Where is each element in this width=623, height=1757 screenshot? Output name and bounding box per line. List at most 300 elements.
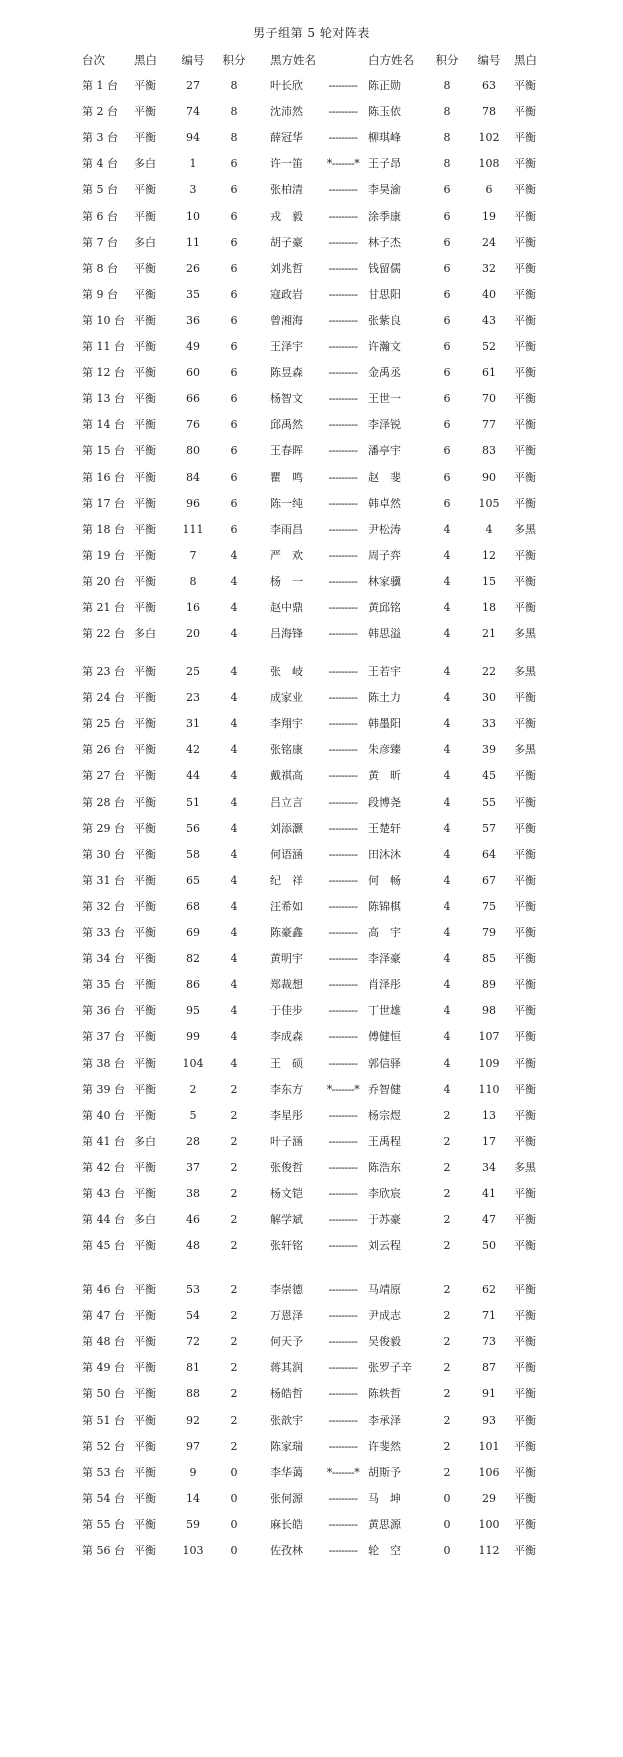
table-row xyxy=(0,662,623,682)
table-row xyxy=(0,819,623,839)
black-name: 张歆宇 xyxy=(270,1414,303,1427)
color-balance-black: 平衡 xyxy=(134,497,156,510)
white-name: 韩卓然 xyxy=(368,497,401,510)
black-id: 25 xyxy=(186,665,200,678)
color-balance-white: 平衡 xyxy=(514,131,536,144)
black-id: 7 xyxy=(189,549,197,562)
table-row xyxy=(0,1411,623,1431)
table-row xyxy=(0,546,623,566)
black-id: 36 xyxy=(186,314,200,327)
black-name: 许一笛 xyxy=(270,157,303,170)
pairing-separator: --------- xyxy=(328,1414,358,1427)
black-score: 6 xyxy=(230,210,238,223)
white-id: 77 xyxy=(482,418,496,431)
black-score: 6 xyxy=(230,497,238,510)
board-number: 第 27 台 xyxy=(82,769,125,782)
black-name: 黄明宇 xyxy=(270,952,303,965)
black-id: 92 xyxy=(186,1414,200,1427)
board-number: 第 2 台 xyxy=(82,105,118,118)
color-balance-white: 平衡 xyxy=(514,848,536,861)
color-balance-white: 平衡 xyxy=(514,1187,536,1200)
black-score: 4 xyxy=(230,952,238,965)
black-name: 郑裁想 xyxy=(270,978,303,991)
white-id: 91 xyxy=(482,1387,496,1400)
white-score: 6 xyxy=(443,444,451,457)
black-id: 111 xyxy=(182,523,204,536)
color-balance-black: 平衡 xyxy=(134,262,156,275)
white-score: 2 xyxy=(443,1466,451,1479)
color-balance-white: 平衡 xyxy=(514,1440,536,1453)
color-balance-black: 平衡 xyxy=(134,471,156,484)
table-row xyxy=(0,1132,623,1152)
color-balance-black: 平衡 xyxy=(134,183,156,196)
color-balance-black: 平衡 xyxy=(134,601,156,614)
color-balance-white: 平衡 xyxy=(514,1518,536,1531)
black-score: 4 xyxy=(230,978,238,991)
white-name: 陈轶哲 xyxy=(368,1387,401,1400)
black-score: 0 xyxy=(230,1492,238,1505)
black-score: 4 xyxy=(230,769,238,782)
black-score: 0 xyxy=(230,1518,238,1531)
white-id: 83 xyxy=(482,444,496,457)
board-number: 第 38 台 xyxy=(82,1057,125,1070)
white-score: 4 xyxy=(443,978,451,991)
black-name: 李星彤 xyxy=(270,1109,303,1122)
table-row xyxy=(0,1080,623,1100)
black-name: 邱禹然 xyxy=(270,418,303,431)
table-row xyxy=(0,793,623,813)
black-score: 6 xyxy=(230,366,238,379)
black-id: 37 xyxy=(186,1161,200,1174)
board-number: 第 1 台 xyxy=(82,79,118,92)
table-row xyxy=(0,415,623,435)
white-id: 75 xyxy=(482,900,496,913)
color-balance-black: 平衡 xyxy=(134,822,156,835)
white-id: 32 xyxy=(482,262,496,275)
color-balance-black: 平衡 xyxy=(134,874,156,887)
white-id: 52 xyxy=(482,340,496,353)
black-score: 2 xyxy=(230,1135,238,1148)
white-name: 林子杰 xyxy=(368,236,401,249)
black-score: 2 xyxy=(230,1309,238,1322)
color-balance-white: 平衡 xyxy=(514,183,536,196)
white-name: 许斐然 xyxy=(368,1440,401,1453)
black-score: 4 xyxy=(230,848,238,861)
black-id: 53 xyxy=(186,1283,200,1296)
black-name: 戴祺高 xyxy=(270,769,303,782)
pairing-separator: --------- xyxy=(328,418,358,431)
pairing-separator: --------- xyxy=(328,796,358,809)
header-color-balance-black: 黑白 xyxy=(134,53,157,67)
table-row xyxy=(0,128,623,148)
white-name: 朱彦臻 xyxy=(368,743,401,756)
white-score: 2 xyxy=(443,1283,451,1296)
white-id: 62 xyxy=(482,1283,496,1296)
pairing-separator: --------- xyxy=(328,1239,358,1252)
white-name: 乔智健 xyxy=(368,1083,401,1096)
white-score: 4 xyxy=(443,900,451,913)
white-name: 韩墨阳 xyxy=(368,717,401,730)
table-row xyxy=(0,1106,623,1126)
color-balance-black: 多白 xyxy=(134,1135,156,1148)
black-score: 2 xyxy=(230,1440,238,1453)
color-balance-black: 平衡 xyxy=(134,1283,156,1296)
table-row xyxy=(0,1184,623,1204)
pairing-separator: --------- xyxy=(328,1361,358,1374)
pairing-separator: --------- xyxy=(328,822,358,835)
board-number: 第 35 台 xyxy=(82,978,125,991)
black-name: 于佳步 xyxy=(270,1004,303,1017)
white-score: 4 xyxy=(443,1057,451,1070)
table-row xyxy=(0,1541,623,1561)
table-row xyxy=(0,714,623,734)
black-score: 6 xyxy=(230,418,238,431)
color-balance-white: 多黑 xyxy=(514,523,536,536)
table-row xyxy=(0,871,623,891)
white-score: 4 xyxy=(443,874,451,887)
color-balance-white: 多黑 xyxy=(514,627,536,640)
white-name: 陈土力 xyxy=(368,691,401,704)
pairing-separator: --------- xyxy=(328,1283,358,1296)
white-name: 马靖原 xyxy=(368,1283,401,1296)
white-score: 6 xyxy=(443,497,451,510)
white-name: 赵 斐 xyxy=(368,471,401,484)
black-name: 成家业 xyxy=(270,691,303,704)
table-row xyxy=(0,363,623,383)
pairing-separator: --------- xyxy=(328,392,358,405)
black-score: 2 xyxy=(230,1414,238,1427)
white-name: 王若宇 xyxy=(368,665,401,678)
white-id: 105 xyxy=(478,497,500,510)
table-row xyxy=(0,337,623,357)
white-name: 马 坤 xyxy=(368,1492,401,1505)
color-balance-white: 平衡 xyxy=(514,952,536,965)
board-number: 第 33 台 xyxy=(82,926,125,939)
board-number: 第 7 台 xyxy=(82,236,118,249)
black-name: 张 岐 xyxy=(270,665,303,678)
black-score: 8 xyxy=(230,79,238,92)
black-score: 4 xyxy=(230,1030,238,1043)
black-id: 97 xyxy=(186,1440,200,1453)
board-number: 第 4 台 xyxy=(82,157,118,170)
table-row xyxy=(0,949,623,969)
black-name: 李翔宇 xyxy=(270,717,303,730)
black-score: 6 xyxy=(230,523,238,536)
black-score: 6 xyxy=(230,392,238,405)
white-name: 李泽锐 xyxy=(368,418,401,431)
color-balance-black: 平衡 xyxy=(134,1361,156,1374)
pairing-separator: --------- xyxy=(328,900,358,913)
color-balance-white: 平衡 xyxy=(514,549,536,562)
table-row xyxy=(0,207,623,227)
black-id: 8 xyxy=(189,575,197,588)
white-id: 89 xyxy=(482,978,496,991)
color-balance-black: 平衡 xyxy=(134,1387,156,1400)
color-balance-black: 多白 xyxy=(134,157,156,170)
black-name: 沈沛然 xyxy=(270,105,303,118)
black-name: 吕立言 xyxy=(270,796,303,809)
white-name: 刘云程 xyxy=(368,1239,401,1252)
pairing-separator: *-------* xyxy=(326,1466,360,1479)
table-header-row xyxy=(0,50,623,70)
pairing-separator: --------- xyxy=(328,601,358,614)
white-score: 6 xyxy=(443,288,451,301)
color-balance-white: 平衡 xyxy=(514,796,536,809)
color-balance-white: 平衡 xyxy=(514,1466,536,1479)
board-number: 第 44 台 xyxy=(82,1213,125,1226)
color-balance-black: 平衡 xyxy=(134,926,156,939)
white-name: 王世一 xyxy=(368,392,401,405)
pairing-separator: --------- xyxy=(328,523,358,536)
color-balance-black: 平衡 xyxy=(134,1518,156,1531)
black-score: 4 xyxy=(230,874,238,887)
black-id: 96 xyxy=(186,497,200,510)
header-white-score: 积分 xyxy=(435,53,459,67)
pairing-separator: --------- xyxy=(328,1004,358,1017)
color-balance-white: 平衡 xyxy=(514,105,536,118)
black-id: 38 xyxy=(186,1187,200,1200)
pairing-separator: --------- xyxy=(328,1187,358,1200)
black-score: 6 xyxy=(230,183,238,196)
black-id: 5 xyxy=(189,1109,197,1122)
white-score: 6 xyxy=(443,210,451,223)
color-balance-black: 平衡 xyxy=(134,444,156,457)
white-id: 70 xyxy=(482,392,496,405)
board-number: 第 26 台 xyxy=(82,743,125,756)
color-balance-black: 平衡 xyxy=(134,1239,156,1252)
black-name: 瞿 鸣 xyxy=(270,471,303,484)
pairing-separator: --------- xyxy=(328,1030,358,1043)
white-name: 王禹程 xyxy=(368,1135,401,1148)
table-row xyxy=(0,975,623,995)
black-id: 1 xyxy=(189,157,197,170)
white-name: 林家骥 xyxy=(368,575,401,588)
color-balance-black: 平衡 xyxy=(134,366,156,379)
white-id: 101 xyxy=(478,1440,500,1453)
board-number: 第 41 台 xyxy=(82,1135,125,1148)
white-name: 杨宗煜 xyxy=(368,1109,401,1122)
color-balance-white: 平衡 xyxy=(514,236,536,249)
black-id: 60 xyxy=(186,366,200,379)
black-id: 9 xyxy=(189,1466,197,1479)
color-balance-white: 平衡 xyxy=(514,874,536,887)
white-score: 8 xyxy=(443,105,451,118)
white-score: 6 xyxy=(443,340,451,353)
black-name: 陈一纯 xyxy=(270,497,303,510)
color-balance-white: 平衡 xyxy=(514,926,536,939)
board-number: 第 14 台 xyxy=(82,418,125,431)
color-balance-white: 平衡 xyxy=(514,1004,536,1017)
white-score: 2 xyxy=(443,1440,451,1453)
table-row xyxy=(0,1210,623,1230)
black-score: 4 xyxy=(230,691,238,704)
color-balance-white: 平衡 xyxy=(514,822,536,835)
color-balance-white: 多黑 xyxy=(514,743,536,756)
color-balance-white: 平衡 xyxy=(514,157,536,170)
white-id: 71 xyxy=(482,1309,496,1322)
white-score: 4 xyxy=(443,523,451,536)
white-score: 2 xyxy=(443,1187,451,1200)
black-id: 103 xyxy=(182,1544,204,1557)
white-name: 潘亭宇 xyxy=(368,444,401,457)
white-id: 15 xyxy=(482,575,496,588)
board-number: 第 23 台 xyxy=(82,665,125,678)
white-score: 4 xyxy=(443,743,451,756)
color-balance-black: 平衡 xyxy=(134,743,156,756)
color-balance-black: 平衡 xyxy=(134,1492,156,1505)
board-number: 第 11 台 xyxy=(82,340,125,353)
color-balance-white: 平衡 xyxy=(514,1109,536,1122)
color-balance-white: 平衡 xyxy=(514,418,536,431)
color-balance-black: 平衡 xyxy=(134,549,156,562)
color-balance-white: 平衡 xyxy=(514,1283,536,1296)
white-id: 34 xyxy=(482,1161,496,1174)
black-score: 2 xyxy=(230,1361,238,1374)
color-balance-white: 平衡 xyxy=(514,1135,536,1148)
black-id: 76 xyxy=(186,418,200,431)
color-balance-white: 平衡 xyxy=(514,1387,536,1400)
header-white-name: 白方姓名 xyxy=(368,53,414,67)
black-score: 4 xyxy=(230,601,238,614)
black-score: 6 xyxy=(230,444,238,457)
black-id: 54 xyxy=(186,1309,200,1322)
white-name: 韩思溢 xyxy=(368,627,401,640)
color-balance-white: 平衡 xyxy=(514,978,536,991)
board-number: 第 50 台 xyxy=(82,1387,125,1400)
white-name: 尹松涛 xyxy=(368,523,401,536)
table-row xyxy=(0,1384,623,1404)
table-row xyxy=(0,180,623,200)
black-name: 曾湘海 xyxy=(270,314,303,327)
color-balance-white: 平衡 xyxy=(514,575,536,588)
white-score: 6 xyxy=(443,392,451,405)
table-row xyxy=(0,624,623,644)
color-balance-black: 平衡 xyxy=(134,848,156,861)
board-number: 第 22 台 xyxy=(82,627,125,640)
table-row xyxy=(0,923,623,943)
board-number: 第 30 台 xyxy=(82,848,125,861)
board-number: 第 40 台 xyxy=(82,1109,125,1122)
white-id: 50 xyxy=(482,1239,496,1252)
color-balance-black: 平衡 xyxy=(134,131,156,144)
color-balance-black: 平衡 xyxy=(134,665,156,678)
pairing-separator: --------- xyxy=(328,665,358,678)
black-score: 2 xyxy=(230,1387,238,1400)
white-id: 55 xyxy=(482,796,496,809)
black-name: 张轩铭 xyxy=(270,1239,303,1252)
color-balance-black: 平衡 xyxy=(134,978,156,991)
white-score: 2 xyxy=(443,1335,451,1348)
white-id: 78 xyxy=(482,105,496,118)
board-number: 第 37 台 xyxy=(82,1030,125,1043)
black-id: 49 xyxy=(186,340,200,353)
black-id: 82 xyxy=(186,952,200,965)
white-name: 胡斯予 xyxy=(368,1466,401,1479)
black-id: 51 xyxy=(186,796,200,809)
pairing-separator: --------- xyxy=(328,1387,358,1400)
black-id: 26 xyxy=(186,262,200,275)
white-score: 4 xyxy=(443,717,451,730)
white-score: 4 xyxy=(443,1083,451,1096)
black-score: 6 xyxy=(230,157,238,170)
pairing-separator: --------- xyxy=(328,717,358,730)
pairing-separator: --------- xyxy=(328,848,358,861)
header-board-number: 台次 xyxy=(82,53,105,67)
pairing-separator: --------- xyxy=(328,79,358,92)
black-score: 4 xyxy=(230,743,238,756)
pairing-separator: --------- xyxy=(328,549,358,562)
white-name: 金禹丞 xyxy=(368,366,401,379)
white-score: 6 xyxy=(443,314,451,327)
black-id: 42 xyxy=(186,743,200,756)
pairing-separator: --------- xyxy=(328,183,358,196)
color-balance-black: 平衡 xyxy=(134,1187,156,1200)
white-id: 57 xyxy=(482,822,496,835)
white-name: 李承泽 xyxy=(368,1414,401,1427)
pairing-separator: --------- xyxy=(328,952,358,965)
white-id: 108 xyxy=(478,157,500,170)
white-id: 33 xyxy=(482,717,496,730)
white-name: 李泽豪 xyxy=(368,952,401,965)
pairing-separator: --------- xyxy=(328,743,358,756)
board-number: 第 43 台 xyxy=(82,1187,125,1200)
black-name: 张何源 xyxy=(270,1492,303,1505)
white-id: 30 xyxy=(482,691,496,704)
white-id: 63 xyxy=(482,79,496,92)
black-id: 99 xyxy=(186,1030,200,1043)
black-id: 27 xyxy=(186,79,200,92)
color-balance-white: 平衡 xyxy=(514,210,536,223)
color-balance-white: 平衡 xyxy=(514,1083,536,1096)
white-name: 周子弈 xyxy=(368,549,401,562)
white-id: 6 xyxy=(485,183,493,196)
white-name: 陈锦棋 xyxy=(368,900,401,913)
black-score: 4 xyxy=(230,575,238,588)
color-balance-black: 平衡 xyxy=(134,1466,156,1479)
black-name: 寇政岩 xyxy=(270,288,303,301)
white-name: 甘思阳 xyxy=(368,288,401,301)
table-row xyxy=(0,1280,623,1300)
black-name: 杨文铠 xyxy=(270,1187,303,1200)
color-balance-black: 多白 xyxy=(134,236,156,249)
black-score: 6 xyxy=(230,236,238,249)
white-score: 8 xyxy=(443,79,451,92)
white-name: 张紫良 xyxy=(368,314,401,327)
pairing-separator: --------- xyxy=(328,444,358,457)
white-score: 4 xyxy=(443,627,451,640)
board-number: 第 49 台 xyxy=(82,1361,125,1374)
color-balance-white: 平衡 xyxy=(514,1544,536,1557)
white-name: 钱留儒 xyxy=(368,262,401,275)
black-name: 李成森 xyxy=(270,1030,303,1043)
board-number: 第 47 台 xyxy=(82,1309,125,1322)
white-id: 106 xyxy=(478,1466,500,1479)
table-row xyxy=(0,1515,623,1535)
white-id: 18 xyxy=(482,601,496,614)
table-row xyxy=(0,766,623,786)
black-score: 4 xyxy=(230,926,238,939)
board-number: 第 5 台 xyxy=(82,183,118,196)
header-black-score: 积分 xyxy=(222,53,246,67)
black-name: 杨智文 xyxy=(270,392,303,405)
table-row xyxy=(0,1236,623,1256)
black-name: 佐孜林 xyxy=(270,1544,303,1557)
pairing-separator: --------- xyxy=(328,1544,358,1557)
white-name: 于苏豪 xyxy=(368,1213,401,1226)
white-score: 2 xyxy=(443,1239,451,1252)
table-row xyxy=(0,520,623,540)
table-row xyxy=(0,76,623,96)
